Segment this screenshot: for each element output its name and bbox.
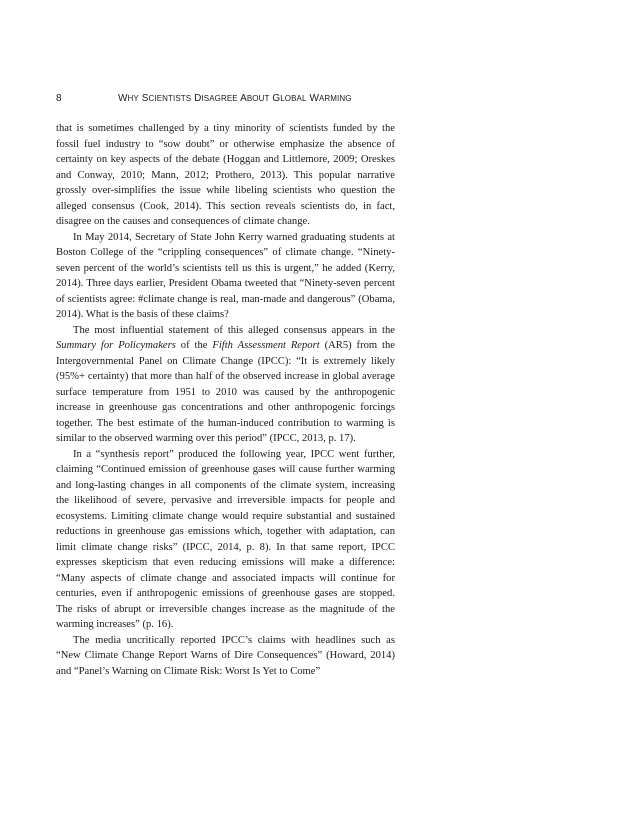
italic-title: Summary for Policymakers (56, 340, 176, 351)
body-text (56, 121, 395, 679)
paragraph (56, 230, 395, 323)
text-run: In a “synthesis report” produced the following year, IPCC went further, claiming “Continued emission of greenhouse gases will cause further warming and long-lasting changes in all components of the climate system, increasing the likelihood of severe, pervasive and irreversible impacts for people and ecosystems. Limiting climate change would require substantial and sustained reductions in greenhouse gas emissions which, together with adaptation, can limit climate change risks” (IPCC, 2014, p. 8). In that same report, IPCC expresses skepticism that even reducing emissions will make a difference: “Many aspects of climate change and associated impacts will continue for centuries, even if anthropogenic emissions of greenhouse gases are stopped. The risks of abrupt or irreversible changes increase as the magnitude of the warming increases” (p. 16). (56, 448, 395, 630)
paragraph (56, 121, 395, 230)
text-run: that is sometimes challenged by a tiny minority of scientists funded by the fossil fuel industry to “sow doubt” or otherwise emphasize the absence of certainty on key aspects of the debate (Hoggan and Littlemore, 2009; Oreskes and Conway, 2010; Mann, 2012; Prothero, 2013). This popular narrative grossly over-simplifies the issue while libeling scientists who question the alleged consensus (Cook, 2014). This section reveals scientists do, in fact, disagree on the causes and consequences of climate change. (56, 123, 395, 227)
italic-title: Fifth Assessment Report (212, 340, 320, 351)
page-number: 8 (56, 93, 62, 104)
paragraph (56, 447, 395, 633)
paragraph (56, 323, 395, 447)
paragraph (56, 633, 395, 680)
text-run: The media uncritically reported IPCC’s claims with headlines such as “New Climate Change Report Warns of Dire Consequences” (Howard, 2014) and “Panel’s Warning on Climate Risk: Worst Is Yet to Come” (56, 634, 395, 677)
text-run: In May 2014, Secretary of State John Kerry warned graduating students at Boston College of the “crippling consequences” of climate change. “Ninety-seven percent of the world’s scientists tell us this is urgent,” he added (Kerry, 2014). Three days earlier, President Obama tweeted that “Ninety-seven percent of scientists agree: #climate change is real, man-made and dangerous” (Obama, 2014). What is the basis of these claims? (56, 231, 395, 320)
running-title: WHY SCIENTISTS DISAGREE ABOUT GLOBAL WARMING (118, 93, 352, 104)
text-run: The most influential statement of this alleged consensus appears in the (73, 324, 395, 336)
text-run: of the (175, 340, 213, 351)
text-run: (AR5) from the Intergovernmental Panel on Climate Change (IPCC): “It is extremely likely (95%+ certainty) that more than half of the observed increase in global average surface temperature from 1951 to 2010 was caused by the anthropogenic increase in greenhouse gas concentrations and other anthropogenic forcings together. The best estimate of the human-induced contribution to warming is similar to the observed warming over this period” (IPCC, 2013, p. 17). (56, 340, 395, 444)
